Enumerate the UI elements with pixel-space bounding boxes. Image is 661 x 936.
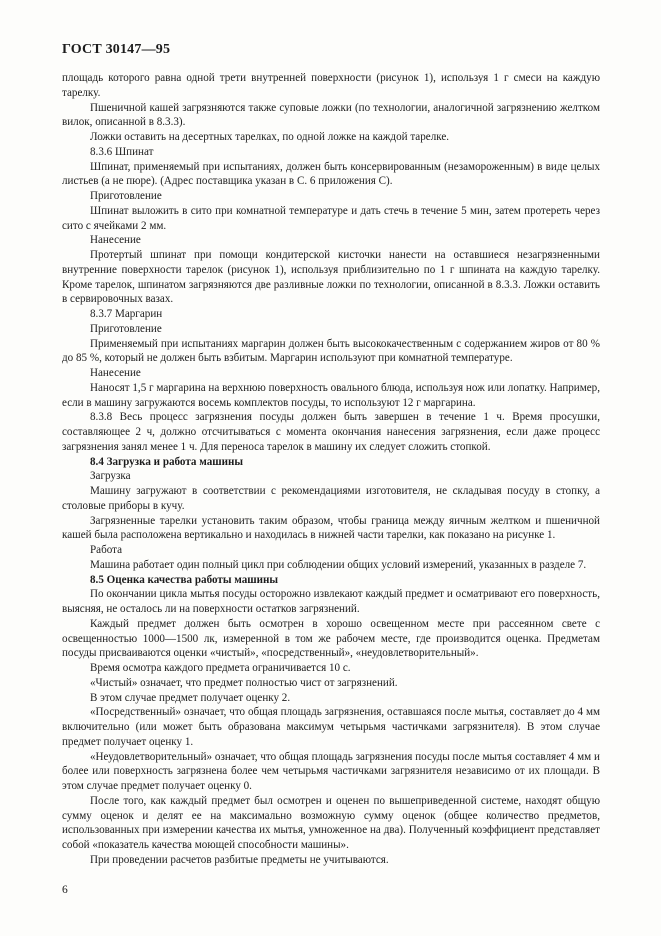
document-body: [62, 71, 600, 868]
subheading-operation: Работа: [90, 544, 123, 556]
paragraph: площадь которого равна одной трети внутренней поверхности (рисунок 1), используя 1 г смеси на каждую тарелку.: [62, 72, 600, 99]
paragraph: «Чистый» означает, что предмет полностью чист от загрязнений.: [90, 676, 398, 689]
paragraph: Ложки оставить на десертных тарелках, по одной ложке на каждой тарелке.: [90, 131, 450, 143]
page-number: 6: [62, 884, 68, 896]
paragraph: После того, как каждый предмет был осмотрен и оценен по вышеприведенной системе, находят общую сумму оценок и делят ее на максимально возможную сумму оценок (общее количество предметов, использованных при измерении качества их мытья, умноженное на два). Полученный коэффициент представляет собой «показатель качества моющей способности машины».: [62, 794, 600, 851]
paragraph: Машина работает один полный цикл при соблюдении общих условий измерений, указанных в разделе 7.: [90, 558, 587, 571]
subheading-preparation: Приготовление: [90, 190, 162, 202]
paragraph: По окончании цикла мытья посуды осторожно извлекают каждый предмет и осматривают его поверхность, выясняя, не осталось ли на поверхности остатков загрязнений.: [62, 588, 600, 615]
subheading-loading: Загрузка: [90, 470, 131, 483]
paragraph: 8.3.8 Весь процесс загрязнения посуды должен быть завершен в течение 1 ч. Время просушки, составляющее 2 ч, должно отсчитываться с момента окончания нанесения загрязнения, если даже процесс загрязнения занял менее 1 ч. Для переноса тарелок в машину их следует сложить стопкой.: [62, 411, 600, 453]
paragraph: Каждый предмет должен быть осмотрен в хорошо освещенном месте при рассеянном свете с освещенностью 1000—1500 лк, измеренной в том же рабочем месте, где производится оценка. Предметам посуды присваиваются оценки «чистый», «посредственный», «неудовлетворительный».: [62, 617, 600, 660]
subheading-application: Нанесение: [90, 367, 141, 379]
paragraph: В этом случае предмет получает оценку 2.: [90, 691, 291, 704]
paragraph: «Посредственный» означает, что общая площадь загрязнения, оставшаяся после мытья, составляет до 4 мм включительно (или может быть образована максимум четырьмя частичками загрязнителя). В этом случае предмет получает оценку 1.: [62, 706, 600, 748]
section-heading-8-3-6: 8.3.6 Шпинат: [90, 145, 154, 158]
section-heading-8-5: 8.5 Оценка качества работы машины: [90, 573, 279, 586]
section-heading-8-4: 8.4 Загрузка и работа машины: [90, 455, 244, 468]
paragraph: При проведении расчетов разбитые предметы не учитываются.: [90, 853, 389, 866]
paragraph: Шпинат, применяемый при испытаниях, должен быть консервированным (незамороженным) в виде целых листьев (а не пюре). (Адрес поставщика указан в С. 6 приложения С).: [62, 160, 600, 188]
paragraph: Пшеничной кашей загрязняются также суповые ложки (по технологии, аналогичной загрязнению желтком вилок, описанной в 8.3.3).: [62, 101, 600, 129]
paragraph: Загрязненные тарелки установить таким образом, чтобы граница между яичным желтком и пшеничной кашей была расположена вертикально и находилась в нижней части тарелки, как показано на рисунке 1.: [62, 514, 600, 542]
subheading-application: Нанесение: [90, 234, 141, 247]
document-code-header: ГОСТ 30147—95: [62, 42, 171, 57]
paragraph: Протертый шпинат при помощи кондитерской кисточки нанести на оставшиеся незагрязненными внутренние поверхности тарелок (рисунок 1), используя приблизительно по 1 г шпината на каждую тарелку. Кроме тарелок, шпинатом загрязняются две разливные ложки по технологии, описанной в 8.3.3. Ложки оставить в сервировочных вазах.: [62, 249, 600, 306]
paragraph: Шпинат выложить в сито при комнатной температуре и дать стечь в течение 5 мин, затем протереть через сито с ячейками 2 мм.: [62, 204, 600, 232]
paragraph: Машину загружают в соответствии с рекомендациями изготовителя, не складывая посуду в стопку, а столовые приборы в кучу.: [62, 485, 600, 512]
section-heading-8-3-7: 8.3.7 Маргарин: [90, 308, 163, 320]
subheading-preparation: Приготовление: [90, 322, 162, 335]
paragraph: Время осмотра каждого предмета ограничивается 10 с.: [90, 662, 351, 674]
paragraph: Наносят 1,5 г маргарина на верхнюю поверхность овального блюда, используя нож или лопатку. Например, если в машину загружаются восемь комплектов посуды, то используют 12 г маргарина.: [62, 381, 600, 409]
paragraph: «Неудовлетворительный» означает, что общая площадь загрязнения посуды после мытья составляет 4 мм и более или поверхность загрязнена более чем четырьмя частичками загрязнителя независимо от их площади. В этом случае предмет получает оценку 0.: [62, 750, 600, 792]
paragraph: Применяемый при испытаниях маргарин должен быть высококачественным с содержанием жиров от 80 % до 85 %, который не должен быть взбитым. Маргарин используют при комнатной температуре.: [62, 337, 600, 365]
